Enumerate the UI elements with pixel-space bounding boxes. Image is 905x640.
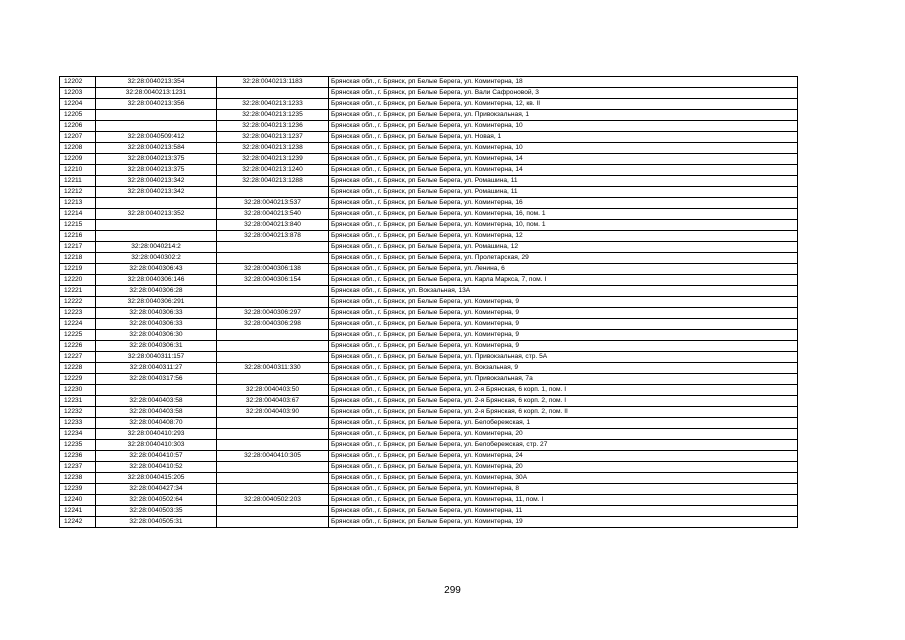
building-cadastral-number-cell: 32:28:0040213:840 — [217, 220, 329, 231]
address-cell: Брянская обл., г. Брянск, рп Белые Берега, ул. Коминтерна, 30А — [329, 473, 798, 484]
cadastral-number-cell: 32:28:0040306:33 — [96, 319, 217, 330]
row-number-cell: 12202 — [60, 77, 96, 88]
address-cell: Брянская обл., г. Брянск, рп Белые Берега, ул. Ромашина, 11 — [329, 176, 798, 187]
cadastral-number-cell — [96, 110, 217, 121]
row-number-cell: 12235 — [60, 440, 96, 451]
row-number-cell: 12241 — [60, 506, 96, 517]
cadastral-number-cell: 32:28:0040410:293 — [96, 429, 217, 440]
cadastral-number-cell: 32:28:0040311:27 — [96, 363, 217, 374]
table-row — [60, 484, 798, 495]
table-row — [60, 473, 798, 484]
row-number-cell: 12218 — [60, 253, 96, 264]
registry-table-body — [60, 77, 798, 528]
table-row — [60, 517, 798, 528]
building-cadastral-number-cell — [217, 286, 329, 297]
row-number-cell: 12221 — [60, 286, 96, 297]
table-row — [60, 418, 798, 429]
building-cadastral-number-cell — [217, 297, 329, 308]
table-row — [60, 341, 798, 352]
row-number-cell: 12233 — [60, 418, 96, 429]
table-row — [60, 396, 798, 407]
address-cell: Брянская обл., г. Брянск, рп Белые Берега, ул. Коминтерна, 10, пом. 1 — [329, 220, 798, 231]
cadastral-number-cell: 32:28:0040214:2 — [96, 242, 217, 253]
building-cadastral-number-cell: 32:28:0040213:878 — [217, 231, 329, 242]
table-row — [60, 77, 798, 88]
address-cell: Брянская обл., г. Брянск, рп Белые Берега, ул. Коминтерна, 10 — [329, 143, 798, 154]
row-number-cell: 12237 — [60, 462, 96, 473]
table-row — [60, 242, 798, 253]
building-cadastral-number-cell: 32:28:0040213:1288 — [217, 176, 329, 187]
cadastral-number-cell: 32:28:0040213:342 — [96, 176, 217, 187]
building-cadastral-number-cell: 32:28:0040306:297 — [217, 308, 329, 319]
address-cell: Брянская обл., г. Брянск, рп Белые Берега, ул. Вокзальная, 9 — [329, 363, 798, 374]
row-number-cell: 12224 — [60, 319, 96, 330]
building-cadastral-number-cell: 32:28:0040306:298 — [217, 319, 329, 330]
row-number-cell: 12225 — [60, 330, 96, 341]
cadastral-number-cell: 32:28:0040306:33 — [96, 308, 217, 319]
address-cell: Брянская обл., г. Брянск, рп Белые Берега, ул. Коминтерна, 10 — [329, 121, 798, 132]
cadastral-number-cell: 32:28:0040213:375 — [96, 154, 217, 165]
cadastral-number-cell: 32:28:0040415:205 — [96, 473, 217, 484]
table-row — [60, 451, 798, 462]
table-row — [60, 462, 798, 473]
cadastral-number-cell: 32:28:0040410:303 — [96, 440, 217, 451]
building-cadastral-number-cell — [217, 341, 329, 352]
cadastral-number-cell: 32:28:0040213:342 — [96, 187, 217, 198]
cadastral-number-cell: 32:28:0040213:356 — [96, 99, 217, 110]
address-cell: Брянская обл., г. Брянск, рп Белые Берега, ул. Коминтерна, 18 — [329, 77, 798, 88]
address-cell: Брянская обл., г. Брянск, рп Белые Берега, ул. Коминтерна, 9 — [329, 330, 798, 341]
address-cell: Брянская обл., г. Брянск, рп Белые Берега, ул. Коминтерна, 9 — [329, 319, 798, 330]
cadastral-number-cell: 32:28:0040427:34 — [96, 484, 217, 495]
page-number: 299 — [444, 585, 461, 596]
address-cell: Брянская обл., г. Брянск, рп Белые Берега, ул. Пролетарская, 29 — [329, 253, 798, 264]
cadastral-number-cell: 32:28:0040509:412 — [96, 132, 217, 143]
building-cadastral-number-cell — [217, 429, 329, 440]
building-cadastral-number-cell — [217, 440, 329, 451]
address-cell: Брянская обл., г. Брянск, рп Белые Берега, ул. Вали Сафроновой, 3 — [329, 88, 798, 99]
row-number-cell: 12236 — [60, 451, 96, 462]
cadastral-number-cell: 32:28:0040502:64 — [96, 495, 217, 506]
address-cell: Брянская обл., г. Брянск, рп Белые Берега, ул. Коминтерна, 24 — [329, 451, 798, 462]
building-cadastral-number-cell: 32:28:0040213:1233 — [217, 99, 329, 110]
address-cell: Брянская обл., г. Брянск, рп Белые Берега, ул. Коминтерна, 12 — [329, 231, 798, 242]
table-row — [60, 143, 798, 154]
row-number-cell: 12227 — [60, 352, 96, 363]
building-cadastral-number-cell: 32:28:0040403:50 — [217, 385, 329, 396]
row-number-cell: 12207 — [60, 132, 96, 143]
row-number-cell: 12206 — [60, 121, 96, 132]
table-row — [60, 385, 798, 396]
row-number-cell: 12212 — [60, 187, 96, 198]
building-cadastral-number-cell: 32:28:0040213:540 — [217, 209, 329, 220]
cadastral-number-cell: 32:28:0040306:28 — [96, 286, 217, 297]
table-row — [60, 440, 798, 451]
table-row — [60, 352, 798, 363]
table-row — [60, 506, 798, 517]
row-number-cell: 12231 — [60, 396, 96, 407]
building-cadastral-number-cell — [217, 88, 329, 99]
table-row — [60, 132, 798, 143]
row-number-cell: 12217 — [60, 242, 96, 253]
table-row — [60, 363, 798, 374]
table-row — [60, 374, 798, 385]
cadastral-number-cell: 32:28:0040306:30 — [96, 330, 217, 341]
building-cadastral-number-cell — [217, 484, 329, 495]
row-number-cell: 12242 — [60, 517, 96, 528]
table-row — [60, 495, 798, 506]
row-number-cell: 12230 — [60, 385, 96, 396]
building-cadastral-number-cell — [217, 462, 329, 473]
row-number-cell: 12214 — [60, 209, 96, 220]
address-cell: Брянская обл., г. Брянск, рп Белые Берега, ул. Коминтерна, 9 — [329, 341, 798, 352]
cadastral-number-cell: 32:28:0040311:157 — [96, 352, 217, 363]
building-cadastral-number-cell — [217, 517, 329, 528]
row-number-cell: 12216 — [60, 231, 96, 242]
building-cadastral-number-cell: 32:28:0040403:90 — [217, 407, 329, 418]
address-cell: Брянская обл., г. Брянск, рп Белые Берега, ул. 2-я Брянская, 6 корп. 2, пом. I — [329, 396, 798, 407]
table-row — [60, 121, 798, 132]
row-number-cell: 12232 — [60, 407, 96, 418]
address-cell: Брянская обл., г. Брянск, рп Белые Берега, ул. Ленина, 6 — [329, 264, 798, 275]
table-row — [60, 154, 798, 165]
address-cell: Брянская обл., г. Брянск, рп Белые Берега, ул. 2-я Брянская, 6 корп. 2, пом. II — [329, 407, 798, 418]
row-number-cell: 12205 — [60, 110, 96, 121]
address-cell: Брянская обл., г. Брянск, рп Белые Берега, ул. Коминтерна, 20 — [329, 429, 798, 440]
building-cadastral-number-cell: 32:28:0040213:1237 — [217, 132, 329, 143]
address-cell: Брянская обл., г. Брянск, рп Белые Берега, ул. Карла Маркса, 7, пом. I — [329, 275, 798, 286]
address-cell: Брянская обл., г. Брянск, рп Белые Берега, ул. Новая, 1 — [329, 132, 798, 143]
building-cadastral-number-cell: 32:28:0040213:1236 — [217, 121, 329, 132]
building-cadastral-number-cell — [217, 330, 329, 341]
table-row — [60, 429, 798, 440]
building-cadastral-number-cell: 32:28:0040306:154 — [217, 275, 329, 286]
row-number-cell: 12203 — [60, 88, 96, 99]
row-number-cell: 12204 — [60, 99, 96, 110]
row-number-cell: 12223 — [60, 308, 96, 319]
address-cell: Брянская обл., г. Брянск, рп Белые Берега, ул. Привокзальная, 1 — [329, 110, 798, 121]
table-row — [60, 88, 798, 99]
building-cadastral-number-cell — [217, 374, 329, 385]
address-cell: Брянская обл., г. Брянск, рп Белые Берега, ул. Коминтерна, 20 — [329, 462, 798, 473]
building-cadastral-number-cell: 32:28:0040502:203 — [217, 495, 329, 506]
address-cell: Брянская обл., г. Брянск, рп Белые Берега, ул. Коминтерна, 9 — [329, 297, 798, 308]
building-cadastral-number-cell — [217, 418, 329, 429]
table-row — [60, 275, 798, 286]
address-cell: Брянская обл., г. Брянск, рп Белые Берега, ул. Коминтерна, 8 — [329, 484, 798, 495]
row-number-cell: 12234 — [60, 429, 96, 440]
building-cadastral-number-cell: 32:28:0040213:537 — [217, 198, 329, 209]
address-cell: Брянская обл., г. Брянск, рп Белые Берега, ул. Ромашина, 11 — [329, 187, 798, 198]
address-cell: Брянская обл., г. Брянск, рп Белые Берега, ул. Коминтерна, 11 — [329, 506, 798, 517]
table-row — [60, 264, 798, 275]
building-cadastral-number-cell: 32:28:0040213:1238 — [217, 143, 329, 154]
row-number-cell: 12208 — [60, 143, 96, 154]
row-number-cell: 12213 — [60, 198, 96, 209]
table-row — [60, 308, 798, 319]
table-row — [60, 286, 798, 297]
building-cadastral-number-cell: 32:28:0040311:330 — [217, 363, 329, 374]
address-cell: Брянская обл., г. Брянск, рп Белые Берега, ул. Ромашина, 12 — [329, 242, 798, 253]
address-cell: Брянская обл., г. Брянск, рп Белые Берега, ул. Коминтерна, 19 — [329, 517, 798, 528]
address-cell: Брянская обл., г. Брянск, рп Белые Берега, ул. Коминтерна, 9 — [329, 308, 798, 319]
row-number-cell: 12226 — [60, 341, 96, 352]
building-cadastral-number-cell — [217, 352, 329, 363]
building-cadastral-number-cell — [217, 506, 329, 517]
address-cell: Брянская обл., г. Брянск, рп Белые Берега, ул. 2-я Брянская, 6 корп. 1, пом. I — [329, 385, 798, 396]
building-cadastral-number-cell: 32:28:0040410:305 — [217, 451, 329, 462]
table-row — [60, 99, 798, 110]
cadastral-number-cell: 32:28:0040213:352 — [96, 209, 217, 220]
cadastral-number-cell: 32:28:0040213:584 — [96, 143, 217, 154]
cadastral-number-cell: 32:28:0040505:31 — [96, 517, 217, 528]
row-number-cell: 12222 — [60, 297, 96, 308]
building-cadastral-number-cell — [217, 187, 329, 198]
row-number-cell: 12239 — [60, 484, 96, 495]
building-cadastral-number-cell: 32:28:0040213:1240 — [217, 165, 329, 176]
registry-table-container — [59, 76, 798, 528]
row-number-cell: 12228 — [60, 363, 96, 374]
cadastral-number-cell: 32:28:0040317:56 — [96, 374, 217, 385]
table-row — [60, 297, 798, 308]
cadastral-number-cell: 32:28:0040213:375 — [96, 165, 217, 176]
cadastral-number-cell — [96, 231, 217, 242]
cadastral-number-cell: 32:28:0040306:146 — [96, 275, 217, 286]
table-row — [60, 220, 798, 231]
building-cadastral-number-cell — [217, 473, 329, 484]
building-cadastral-number-cell: 32:28:0040306:138 — [217, 264, 329, 275]
cadastral-number-cell: 32:28:0040403:58 — [96, 407, 217, 418]
table-row — [60, 198, 798, 209]
building-cadastral-number-cell: 32:28:0040213:1235 — [217, 110, 329, 121]
table-row — [60, 407, 798, 418]
address-cell: Брянская обл., г. Брянск, рп Белые Берега, ул. Коминтерна, 14 — [329, 154, 798, 165]
table-row — [60, 187, 798, 198]
table-row — [60, 110, 798, 121]
table-row — [60, 253, 798, 264]
row-number-cell: 12219 — [60, 264, 96, 275]
row-number-cell: 12238 — [60, 473, 96, 484]
address-cell: Брянская обл., г. Брянск, рп Белые Берега, ул. Привокзальная, стр. 5А — [329, 352, 798, 363]
row-number-cell: 12209 — [60, 154, 96, 165]
cadastral-number-cell: 32:28:0040403:58 — [96, 396, 217, 407]
table-row — [60, 231, 798, 242]
building-cadastral-number-cell: 32:28:0040403:67 — [217, 396, 329, 407]
address-cell: Брянская обл., г. Брянск, рп Белые Берега, ул. Коминтерна, 16, пом. 1 — [329, 209, 798, 220]
row-number-cell: 12211 — [60, 176, 96, 187]
building-cadastral-number-cell: 32:28:0040213:1183 — [217, 77, 329, 88]
building-cadastral-number-cell — [217, 242, 329, 253]
address-cell: Брянская обл., г. Брянск, рп Белые Берега, ул. Коминтерна, 14 — [329, 165, 798, 176]
row-number-cell: 12215 — [60, 220, 96, 231]
cadastral-number-cell — [96, 220, 217, 231]
cadastral-number-cell: 32:28:0040408:70 — [96, 418, 217, 429]
cadastral-number-cell: 32:28:0040410:57 — [96, 451, 217, 462]
address-cell: Брянская обл., г. Брянск, рп Белые Берега, ул. Белобережская, стр. 27 — [329, 440, 798, 451]
cadastral-number-cell: 32:28:0040503:35 — [96, 506, 217, 517]
table-row — [60, 176, 798, 187]
table-row — [60, 209, 798, 220]
cadastral-number-cell — [96, 121, 217, 132]
registry-table — [59, 76, 798, 528]
cadastral-number-cell: 32:28:0040302:2 — [96, 253, 217, 264]
row-number-cell: 12210 — [60, 165, 96, 176]
cadastral-number-cell — [96, 385, 217, 396]
table-row — [60, 165, 798, 176]
address-cell: Брянская обл., г. Брянск, рп Белые Берега, ул. Коминтерна, 12, кв. II — [329, 99, 798, 110]
cadastral-number-cell: 32:28:0040306:291 — [96, 297, 217, 308]
cadastral-number-cell: 32:28:0040213:354 — [96, 77, 217, 88]
cadastral-number-cell: 32:28:0040306:31 — [96, 341, 217, 352]
cadastral-number-cell: 32:28:0040410:52 — [96, 462, 217, 473]
building-cadastral-number-cell: 32:28:0040213:1239 — [217, 154, 329, 165]
address-cell: Брянская обл., г. Брянск, рп Белые Берега, ул. Коминтерна, 16 — [329, 198, 798, 209]
address-cell: Брянская обл., г. Брянск, рп Белые Берега, ул. Коминтерна, 11, пом. I — [329, 495, 798, 506]
cadastral-number-cell: 32:28:0040306:43 — [96, 264, 217, 275]
cadastral-number-cell: 32:28:0040213:1231 — [96, 88, 217, 99]
table-row — [60, 330, 798, 341]
row-number-cell: 12229 — [60, 374, 96, 385]
building-cadastral-number-cell — [217, 253, 329, 264]
row-number-cell: 12240 — [60, 495, 96, 506]
address-cell: Брянская обл., г. Брянск, рп Белые Берега, ул. Белобережская, 1 — [329, 418, 798, 429]
cadastral-number-cell — [96, 198, 217, 209]
address-cell: Брянская обл., г. Брянск, рп Белые Берега, ул. Привокзальная, 7а — [329, 374, 798, 385]
row-number-cell: 12220 — [60, 275, 96, 286]
address-cell: Брянская обл., г. Брянск, ул. Вокзальная, 13А — [329, 286, 798, 297]
table-row — [60, 319, 798, 330]
